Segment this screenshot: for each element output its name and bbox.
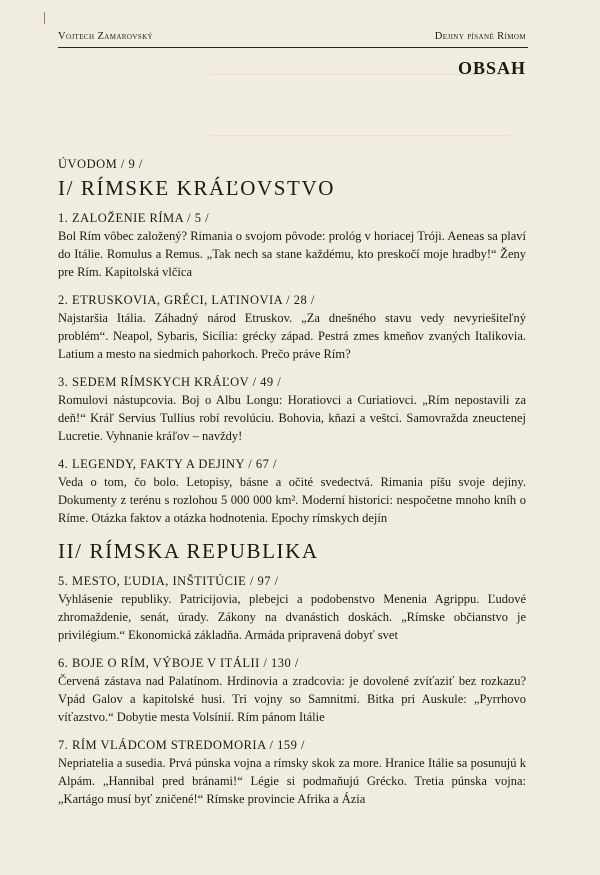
- header-author: Vojtech Zamarovský: [58, 31, 153, 42]
- part-title: II/ RÍMSKA REPUBLIKA: [58, 539, 319, 563]
- margin-mark: [44, 12, 45, 24]
- chapter-entry: [58, 738, 526, 808]
- chapter-description: Bol Rím vôbec založený? Rimania o svojom pôvode: prológ v horiacej Tróji. Aeneas sa plaví do Itálie. Romulus a Remus. „Tak nech sa stane každému, kto preskočí moje hradby!“ Ženy pre Rím. Kapitolská vlčica: [58, 229, 526, 279]
- chapter-description: Najstaršia Itália. Záhadný národ Etruskov. „Za dnešného stavu vedy nevyriešiteľný problém“. Neapol, Sybaris, Sicília: grécky západ. Pestrá zmes kmeňov zvaných Italikovia. Latium a mesto na siedmich pahorkoch. Prečo práve Rím?: [58, 311, 526, 361]
- chapter-title: 5. MESTO, ĽUDIA, INŠTITÚCIE / 97 /: [58, 574, 279, 588]
- chapter-title: 7. RÍM VLÁDCOM STREDOMORIA / 159 /: [58, 738, 305, 752]
- chapter-entry: [58, 211, 526, 281]
- bleed-through-text: [210, 74, 510, 136]
- intro-entry: ÚVODOM / 9 /: [58, 157, 143, 171]
- chapter-description: Vyhlásenie republiky. Patricijovia, plebejci a podobenstvo Menenia Agrippu. Ľudové zhromaždenie, senát, úrady. Zákony na dvanástich doskách. „Rímske občianstvo je privilégium.“ Ekonomická základňa. Armáda pripravená dobyť svet: [58, 592, 526, 642]
- chapter-description: Romulovi nástupcovia. Boj o Albu Longu: Horatiovci a Curiatiovci. „Rím nepostavili za deň!“ Kráľ Servius Tullius robí revolúciu. Bohovia, kňazi a veštci. Samovražda zneuctenej Lucretie. Vyhnanie kráľov – navždy!: [58, 393, 526, 443]
- chapter-title: 4. LEGENDY, FAKTY A DEJINY / 67 /: [58, 457, 277, 471]
- chapter-description: Červená zástava nad Palatínom. Hrdinovia a zradcovia: je dovolené zvíťaziť bez rozkazu? Vpád Galov a kapitolské husi. Tri vojny so Samnitmi. Bitka pri Auskule: „Pyrrhovo víťazstvo.“ Dobytie mesta Volsínií. Rím pánom Itálie: [58, 674, 526, 724]
- chapter-title: 6. BOJE O RÍM, VÝBOJE V ITÁLII / 130 /: [58, 656, 299, 670]
- running-header: [58, 31, 526, 42]
- part-1: [58, 176, 526, 527]
- chapter-entry: [58, 574, 526, 644]
- part-2: [58, 539, 526, 808]
- header-rule: [58, 47, 528, 48]
- chapter-title: 3. SEDEM RÍMSKYCH KRÁĽOV / 49 /: [58, 375, 282, 389]
- chapter-entry: [58, 293, 526, 363]
- chapter-description: Nepriatelia a susedia. Prvá púnska vojna a rímsky skok za more. Hranice Itálie sa posunujú k Alpám. „Hannibal pred bránami!“ Légie si podmaňujú Grécko. Tretia púnska vojna: „Kartágo musí byť zničené!“ Rímske provincie Afrika a Ázia: [58, 756, 526, 806]
- chapter-title: 2. ETRUSKOVIA, GRÉCI, LATINOVIA / 28 /: [58, 293, 315, 307]
- chapter-entry: [58, 656, 526, 726]
- chapter-title: 1. ZALOŽENIE RÍMA / 5 /: [58, 211, 210, 225]
- page-title: OBSAH: [457, 58, 526, 78]
- part-title: I/ RÍMSKE KRÁĽOVSTVO: [58, 176, 336, 200]
- chapter-description: Veda o tom, čo bolo. Letopisy, básne a očité svedectvá. Rimania píšu svoje dejiny. Dokumenty z terénu s rozlohou 5 000 000 km². Moderní historici: nespočetne mnoho kníh o Ríme. Otázka faktov a otázka hodnotenia. Epochy rímskych dejín: [58, 475, 526, 525]
- table-of-contents: [58, 157, 526, 820]
- chapter-entry: [58, 457, 526, 527]
- chapter-entry: [58, 375, 526, 445]
- header-book-title: Dejiny písané Rímom: [434, 31, 526, 42]
